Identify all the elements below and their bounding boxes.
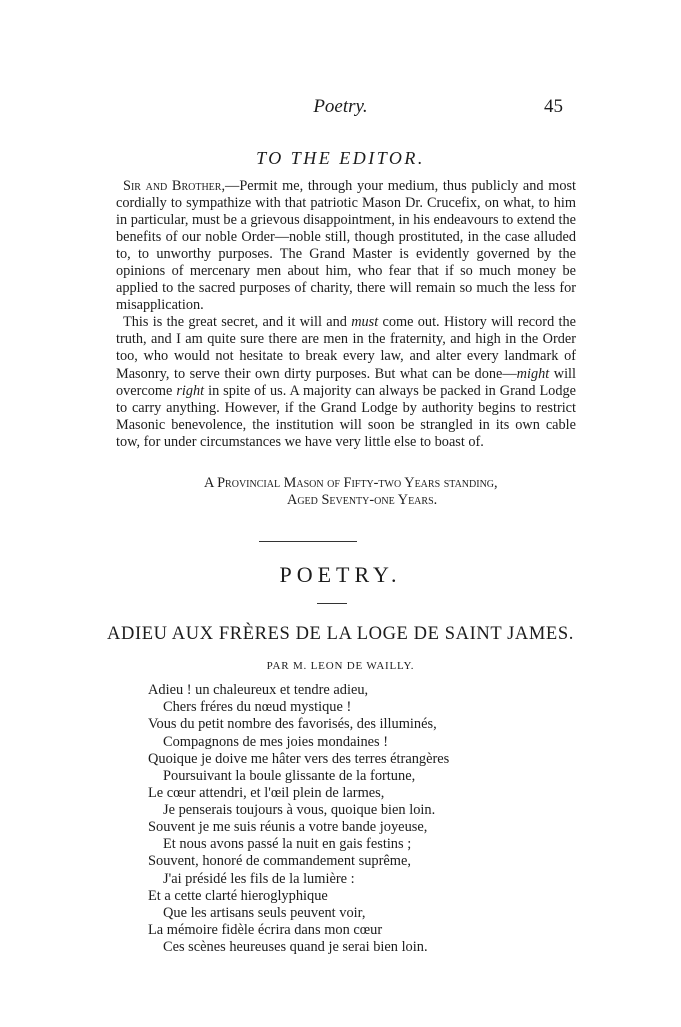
verse-line: Souvent je me suis réunis a votre bande joyeuse, [148,819,428,835]
paragraph-2-text-b: come out. History will record the truth, and I am quite sure there are men in the fraternity, and high in the Order too, who would not hesitate to break every law, and alter every landmark of Masonry, to serve their own dirty purposes. But what can be done— [116,314,576,382]
verse-line: Ces scènes heureuses quand je serai bien loin. [163,939,428,956]
page-number: 45 [544,96,563,117]
poem-stanza-1 [148,682,568,820]
poetry-heading: POETRY. [279,562,402,587]
verse-line: Compagnons de mes joies mondaines ! [163,733,389,750]
verse-line: Adieu ! un chaleureux et tendre adieu, [148,682,369,698]
emphasis-might: might [516,365,550,382]
emphasis-right: right [176,382,205,399]
verse-line: Vous du petit nombre des favorisés, des illuminés, [148,716,437,733]
running-head-title: Poetry. [313,96,368,117]
verse-line: Que les artisans seuls peuvent voir, [163,905,366,922]
verse-line: Chers fréres du nœud mystique ! [163,699,352,716]
poem-byline: PAR M. LEON DE WAILLY. [266,660,415,672]
salutation: Sir and Brother, [123,178,226,194]
letter-body [116,178,576,451]
signature-line-1: A Provincial Mason of Fifty-two Years standing, [204,475,498,491]
verse-line: Quoique je doive me hâter vers des terres étrangères [148,750,450,767]
paragraph-2-text-d: in spite of us. A majority can always be packed in Grand Lodge to carry anything. However, if the Grand Lodge by authority begins to restrict Masonic benevolence, the institution will soon be strangled in its own cable tow, for under circumstances we have very little else to boast of. [116,382,576,450]
heading-rule [317,603,347,604]
poem-stanza-2 [148,819,568,957]
letter-paragraph-2 [116,314,576,450]
verse-line: J'ai présidé les fils de la lumière : [163,870,355,887]
running-head [0,96,681,120]
signature-line-2: Aged Seventy-one Years. [287,492,438,508]
poem-title: ADIEU AUX FRÈRES DE LA LOGE DE SAINT JAMES. [107,624,574,644]
letter-paragraph-1 [116,178,576,314]
verse-line: Le cœur attendri, et l'œil plein de larmes, [148,785,385,802]
paragraph-2-text-c: will overcome [116,365,576,399]
letter-signature [116,475,576,509]
verse-line: Et a cette clarté hieroglyphique [148,887,328,904]
paragraph-1-text: —Permit me, through your medium, thus publicly and most cordially to sympathize with that patriotic Mason Dr. Crucefix, on what, to him in particular, must be a grievous disappointment, in his endeavours to extend the benefits of our noble Order—noble still, though prostituted, in the case alluded to, to unworthy purposes. The Grand Master is evidently governed by the opinions of mercenary men about him, who fear that if so much money be applied to the sacred purposes of charity, there will remain so much the less for misapplication. [116,178,576,314]
verse-line: Et nous avons passé la nuit en gais festins ; [163,836,412,853]
verse-line: Je penserais toujours à vous, quoique bien loin. [163,802,436,819]
paragraph-2-text-a: This is the great secret, and it will and [123,314,352,331]
verse-line: Poursuivant la boule glissante de la fortune, [163,768,416,785]
section-divider [259,541,357,542]
letter-heading: TO THE EDITOR. [256,148,425,168]
verse-line: La mémoire fidèle écrira dans mon cœur [148,922,383,939]
verse-line: Souvent, honoré de commandement suprême, [148,853,411,870]
emphasis-must: must [351,314,379,331]
